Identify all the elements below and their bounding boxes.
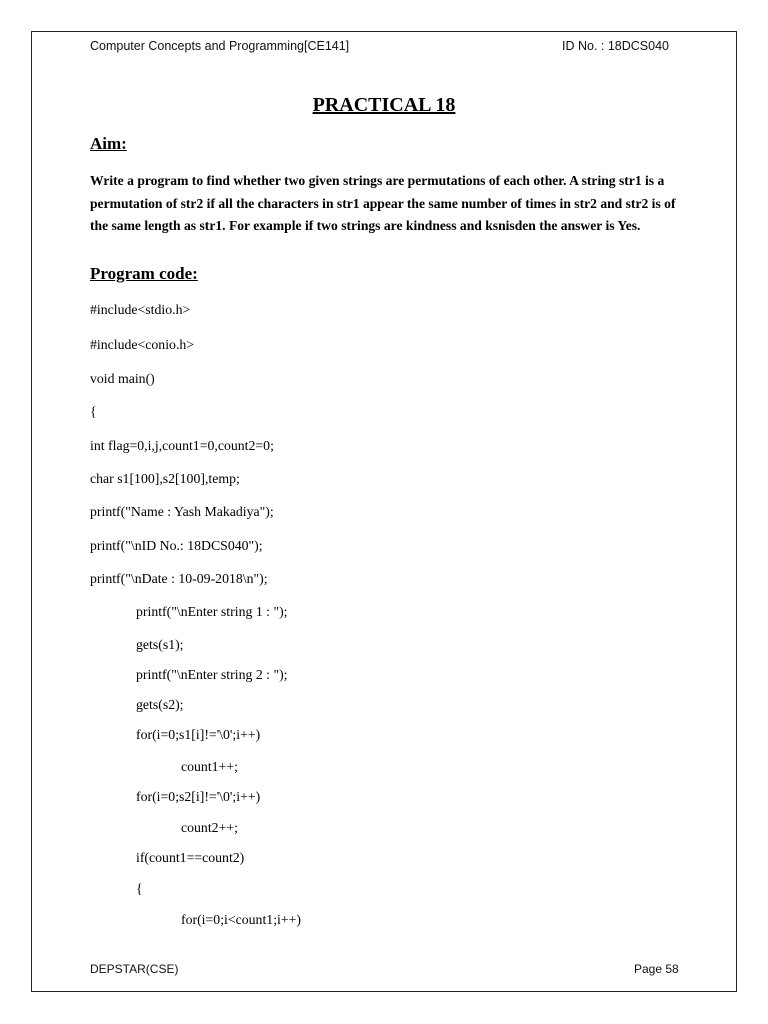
code-line: if(count1==count2)	[136, 850, 245, 865]
code-line: void main()	[90, 371, 155, 386]
code-line: gets(s2);	[136, 697, 184, 712]
code-line: printf("\nDate : 10-09-2018\n");	[90, 571, 268, 586]
code-line: int flag=0,i,j,count1=0,count2=0;	[90, 438, 274, 453]
code-line: for(i=0;i<count1;i++)	[181, 912, 302, 927]
code-line: count2++;	[181, 820, 238, 835]
code-line: gets(s1);	[136, 637, 184, 652]
program-code-heading: Program code:	[90, 264, 198, 283]
aim-text: Write a program to find whether two given strings are permutations of each other. A string str1 is a permutation of str2 if all the characters in str1 appear the same number of times in str2 and str2 is of the same length as str1. For example if two strings are kindness and ksnisden the answer is Yes.	[90, 173, 676, 233]
page-title: PRACTICAL 18	[312, 94, 456, 116]
code-line: char s1[100],s2[100],temp;	[90, 471, 240, 486]
footer-dept: DEPSTAR(CSE)	[90, 962, 179, 976]
code-line: #include<stdio.h>	[90, 302, 191, 317]
code-line: printf("\nEnter string 2 : ");	[136, 667, 288, 682]
header-course: Computer Concepts and Programming[CE141]	[90, 39, 350, 53]
code-line: printf("\nEnter string 1 : ");	[136, 604, 288, 619]
code-line: {	[90, 404, 97, 419]
code-line: count1++;	[181, 759, 238, 774]
code-line: for(i=0;s1[i]!='\0';i++)	[136, 727, 261, 742]
code-line: {	[136, 881, 143, 896]
footer-page-number: Page 58	[634, 962, 679, 976]
code-line: printf("\nID No.: 18DCS040");	[90, 538, 263, 553]
code-line: printf("Name : Yash Makadiya");	[90, 504, 274, 519]
code-line: for(i=0;s2[i]!='\0';i++)	[136, 789, 261, 804]
code-line: #include<conio.h>	[90, 337, 195, 352]
aim-heading: Aim:	[90, 134, 127, 153]
header-id: ID No. : 18DCS040	[562, 39, 669, 53]
